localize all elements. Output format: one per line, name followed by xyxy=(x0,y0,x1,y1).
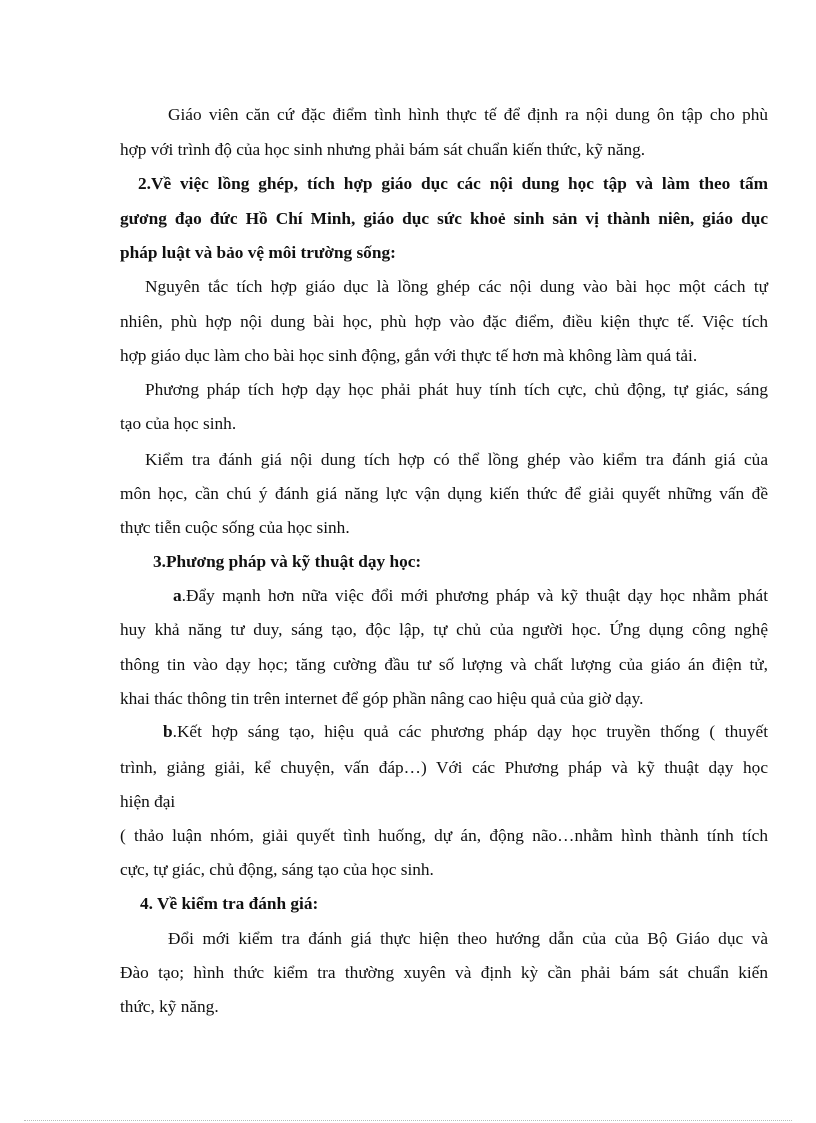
text-line: ( thảo luận nhóm, giải quyết tình huống, dự án, động não…nhằm hình thành tính tích xyxy=(120,826,768,845)
text-line: môn học, cần chú ý đánh giá năng lực vận dụng kiến thức để giải quyết những vấn đề xyxy=(120,484,768,503)
list-marker: b xyxy=(163,722,173,741)
section-heading: gương đạo đức Hồ Chí Minh, giáo dục sức khoẻ sinh sản vị thành niên, giáo dục xyxy=(120,209,768,228)
text-line: Đào tạo; hình thức kiểm tra thường xuyên và định kỳ cần phải bám sát chuẩn kiến xyxy=(120,963,768,982)
text-line: hiện đại xyxy=(120,792,176,811)
text-line: .Kết hợp sáng tạo, hiệu quả các phương pháp dạy học truyền thống ( thuyết xyxy=(172,722,768,741)
text-line: Đổi mới kiểm tra đánh giá thực hiện theo hướng dẫn của của Bộ Giáo dục và xyxy=(168,929,768,948)
text-line: tạo của học sinh. xyxy=(120,414,237,433)
paragraph-line xyxy=(173,585,768,607)
text-line: hợp giáo dục làm cho bài học sinh động, gắn với thực tế hơn mà không làm quá tải. xyxy=(120,346,698,365)
section-heading: 3.Phương pháp và kỹ thuật dạy học: xyxy=(153,552,422,571)
text-line: Giáo viên căn cứ đặc điểm tình hình thực tế để định ra nội dung ôn tập cho phù xyxy=(168,105,768,124)
text-line: huy khả năng tư duy, sáng tạo, độc lập, tự chủ của người học. Ứng dụng công nghệ xyxy=(120,620,768,639)
text-line: .Đẩy mạnh hơn nữa việc đổi mới phương pháp và kỹ thuật dạy học nhằm phát xyxy=(181,586,768,605)
text-line: thông tin vào dạy học; tăng cường đầu tư số lượng và chất lượng của giáo án điện tử, xyxy=(120,655,768,674)
text-line: trình, giảng giải, kể chuyện, vấn đáp…) Với các Phương pháp và kỹ thuật dạy học xyxy=(120,758,768,777)
text-line: Phương pháp tích hợp dạy học phải phát huy tính tích cực, chủ động, tự giác, sáng xyxy=(145,380,768,399)
text-line: thực tiễn cuộc sống của học sinh. xyxy=(120,518,350,537)
text-line: khai thác thông tin trên internet để góp phần nâng cao hiệu quả của giờ dạy. xyxy=(120,689,644,708)
section-heading: 4. Về kiểm tra đánh giá: xyxy=(140,894,319,913)
section-heading: pháp luật và bảo vệ môi trường sống: xyxy=(120,243,396,262)
text-line: cực, tự giác, chủ động, sáng tạo của học sinh. xyxy=(120,860,434,879)
text-line: thức, kỹ năng. xyxy=(120,997,219,1016)
text-line: Nguyên tắc tích hợp giáo dục là lồng ghép các nội dung vào bài học một cách tự xyxy=(145,277,768,296)
text-line: nhiên, phù hợp nội dung bài học, phù hợp vào đặc điểm, điều kiện thực tế. Việc tích xyxy=(120,312,768,331)
text-line: hợp với trình độ của học sinh nhưng phải bám sát chuẩn kiến thức, kỹ năng. xyxy=(120,140,646,159)
paragraph-line xyxy=(163,721,768,743)
page-bottom-divider xyxy=(24,1120,792,1121)
text-line: Kiểm tra đánh giá nội dung tích hợp có thể lồng ghép vào kiểm tra đánh giá của xyxy=(145,450,768,469)
section-heading: 2.Về việc lồng ghép, tích hợp giáo dục các nội dung học tập và làm theo tấm xyxy=(138,174,768,193)
list-marker: a xyxy=(173,586,182,605)
